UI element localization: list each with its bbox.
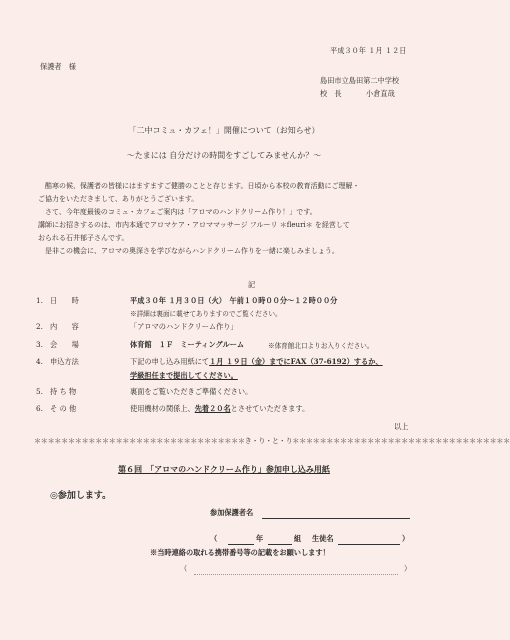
detail-value — [130, 404, 309, 414]
detail-label: 6. そ の 他 — [36, 404, 77, 413]
ijo-closing: 以上 — [394, 422, 409, 431]
contact-close-paren: ） — [404, 564, 412, 573]
recipient: 保護者 様 — [40, 62, 76, 71]
detail-value — [130, 357, 383, 367]
detail-value-emph: １月 １９日（金）までにFAX（37-6192）するか、 — [209, 357, 383, 366]
detail-label: 4. 申込方法 — [36, 357, 79, 366]
ki-heading: 記 — [248, 280, 256, 289]
detail-label: 5. 持 ち 物 — [36, 387, 77, 396]
detail-sub-emph: 学級担任まで提出してください。 — [130, 371, 238, 380]
cut-line: ＊＊＊＊＊＊＊＊＊＊＊＊＊＊＊＊＊＊＊＊＊＊＊＊＊＊＊＊＊＊＊き・り・と・り＊＊＊＊＊＊＊＊＊＊＊＊＊＊＊＊＊＊＊＊＊＊＊＊＊＊＊＊＊＊＊＊ — [34, 437, 510, 445]
class-open-paren: （ — [210, 534, 218, 543]
body-line: おられる石井郁子さんです。 — [38, 234, 129, 242]
detail-value: 裏面をご覧いただきご準備ください。 — [130, 387, 253, 396]
detail-value: 体育館 １Ｆ ミーティングルーム — [130, 340, 245, 349]
detail-value-emph: 先着２０名 — [194, 404, 231, 413]
detail-value-pre: 下記の申し込み用紙にて — [130, 357, 210, 366]
student-name-label: 生徒名 — [312, 534, 334, 543]
detail-label: 3. 会 場 — [36, 340, 79, 349]
class-close-paren: ） — [402, 534, 410, 543]
group-field[interactable] — [268, 544, 292, 545]
form-title: 第６回 「アロマのハンドクリーム作り」参加申し込み用紙 — [118, 464, 330, 474]
body-text — [38, 180, 418, 258]
form-join: ◎参加します。 — [50, 491, 112, 501]
principal-name: 小倉直哉 — [366, 89, 395, 98]
detail-value-post: とさせていただきます。 — [230, 404, 310, 413]
detail-note: ※体育館北口よりお入りください。 — [268, 342, 374, 350]
contact-phone-field[interactable] — [194, 574, 398, 575]
document-title: 「二中コミュ・カフェ！」開催について（お知らせ） — [128, 126, 320, 135]
detail-value-pre: 使用機材の関係上、 — [130, 404, 195, 413]
body-line: 講師にお招きするのは、市内本通でアロマケア・アロママッサージ フルーリ ＊fleuri＊ を経営して — [38, 221, 350, 229]
parent-name-label: 参加保護者名 — [210, 508, 254, 517]
body-line: さて、今年度最後のコミュ・カフェご案内は「アロマのハンドクリーム作り！」です。 — [45, 208, 317, 216]
document-subtitle: ～たまには 自分だけの時間をすごしてみませんか？～ — [126, 151, 322, 160]
contact-open-paren: （ — [180, 564, 188, 573]
school-name: 島田市立島田第二中学校 — [320, 76, 400, 85]
document-date: 平成３０年 １月 １２日 — [330, 46, 407, 55]
detail-sub: ※詳細は裏面に載せてありますのでご覧ください。 — [130, 310, 282, 318]
contact-note: ※当時連絡の取れる携帯番号等の記載をお願いします！ — [150, 548, 330, 557]
class-year-label: 年 — [256, 534, 264, 543]
detail-value: 「アロマのハンドクリーム作り」 — [130, 322, 238, 331]
year-field[interactable] — [228, 544, 254, 545]
detail-label: 2. 内 容 — [36, 322, 79, 331]
student-name-field[interactable] — [338, 544, 400, 545]
parent-name-field[interactable] — [262, 518, 410, 519]
detail-label: 1. 日 時 — [36, 296, 79, 305]
body-line: ご協力をいただきまして、ありがとうございます。 — [38, 195, 199, 203]
class-group-label: 組 — [294, 534, 302, 543]
principal-title: 校 長 — [320, 89, 342, 98]
detail-value: 平成３０年 １月３０日（火） 午前１０時００分～１２時００分 — [130, 296, 338, 305]
body-line: 酷寒の候、保護者の皆様にはますますご健勝のことと存じます。日頃から本校の教育活動にご理解・ — [45, 182, 360, 190]
body-line: 是非この機会に、アロマの奥深さを学びながらハンドクリーム作りを一緒に楽しみましょう。 — [45, 247, 339, 255]
